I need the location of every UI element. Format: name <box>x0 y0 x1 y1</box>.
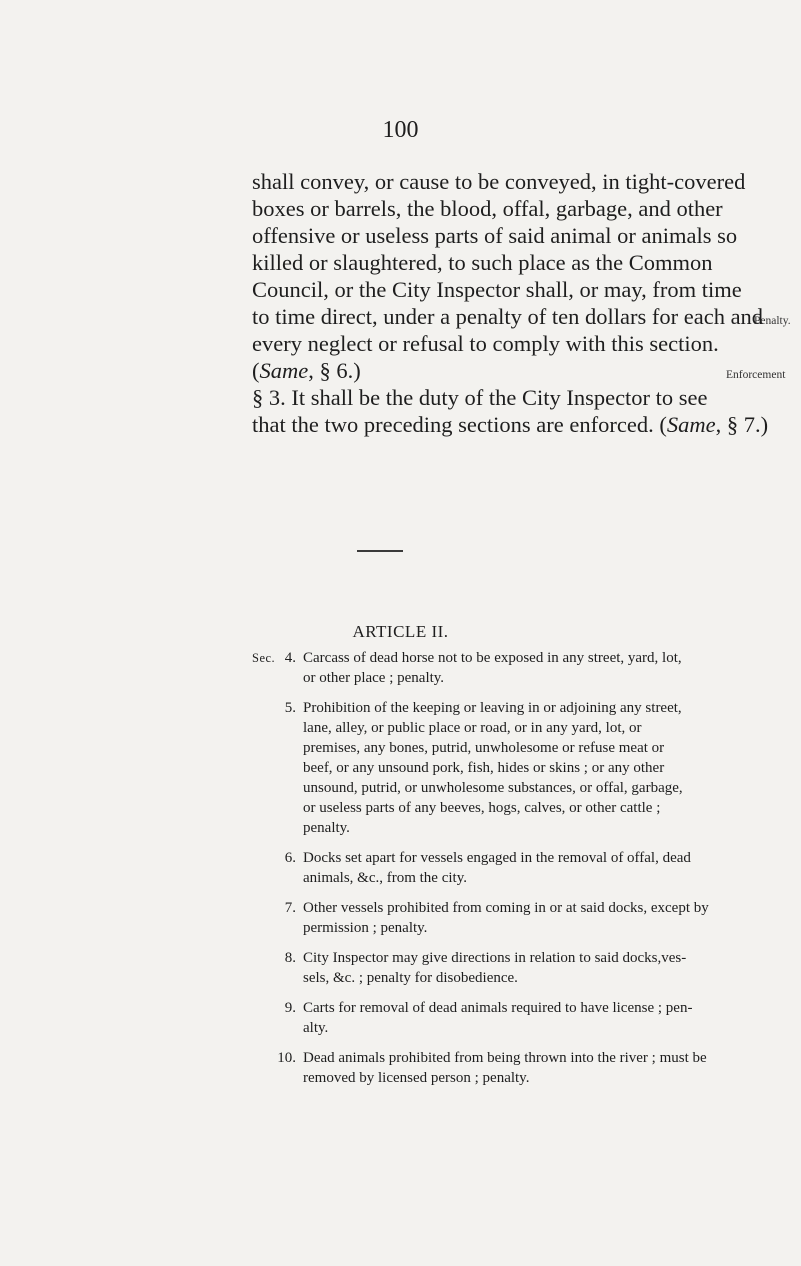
article-contents <box>252 648 709 1098</box>
entry-line: lane, alley, or public place or road, or in any yard, lot, or <box>303 720 642 736</box>
entry-line: alty. <box>303 1020 329 1036</box>
entry-number: 9. <box>284 1000 296 1016</box>
article-heading: ARTICLE II. <box>352 622 449 641</box>
entry-line: Dead animals prohibited from being thrown into the river ; must be <box>303 1050 707 1066</box>
entry-line: unsound, putrid, or unwholesome substances, or offal, garbage, <box>303 780 683 796</box>
body-line: every neglect or refusal to comply with this section. <box>252 331 719 356</box>
page-number: 100 <box>382 117 419 143</box>
margin-note-penalty: Penalty. <box>754 315 791 327</box>
contents-entry <box>252 698 683 838</box>
entry-line: Carcass of dead horse not to be exposed in any street, yard, lot, <box>303 650 682 666</box>
contents-entry <box>252 898 709 938</box>
entry-line: Carts for removal of dead animals required to have license ; pen- <box>303 1000 693 1016</box>
body-line: boxes or barrels, the blood, offal, garbage, and other <box>252 196 723 221</box>
entry-line: or other place ; penalty. <box>303 670 445 686</box>
sec-label: Sec. <box>252 651 276 665</box>
entry-line: Other vessels prohibited from coming in or at said docks, except by <box>303 900 709 916</box>
body-line: offensive or useless parts of said animal or animals so <box>252 223 738 248</box>
entry-number: 6. <box>284 850 296 866</box>
entry-number: 7. <box>284 900 296 916</box>
entry-line: City Inspector may give directions in relation to said docks,ves- <box>303 950 687 966</box>
body-text <box>252 168 768 438</box>
contents-entry <box>252 1048 707 1088</box>
entry-line: sels, &c. ; penalty for disobedience. <box>303 970 518 986</box>
contents-entry <box>252 998 693 1038</box>
body-line: killed or slaughtered, to such place as the Common <box>252 250 713 275</box>
entry-line: Prohibition of the keeping or leaving in or adjoining any street, <box>303 700 682 716</box>
body-line: Council, or the City Inspector shall, or may, from time <box>252 277 742 302</box>
entry-line: permission ; penalty. <box>303 920 428 936</box>
entry-number: 10. <box>277 1050 296 1066</box>
entry-line: removed by licensed person ; penalty. <box>303 1070 530 1086</box>
entry-line: Docks set apart for vessels engaged in the removal of offal, dead <box>303 850 691 866</box>
body-line: § 3. It shall be the duty of the City Inspector to see <box>252 385 708 410</box>
entry-line: animals, &c., from the city. <box>303 870 467 886</box>
entry-number: 8. <box>284 950 296 966</box>
entry-number: 4. <box>284 650 296 666</box>
contents-entry <box>252 948 687 988</box>
section-divider <box>357 550 403 552</box>
body-line: (Same, § 6.) <box>252 358 361 383</box>
entry-line: premises, any bones, putrid, unwholesome or refuse meat or <box>303 740 665 756</box>
entry-line: penalty. <box>303 820 350 836</box>
margin-note-enforcement: Enforcement <box>726 369 786 381</box>
entry-number: 5. <box>284 700 296 716</box>
entry-line: or useless parts of any beeves, hogs, calves, or other cattle ; <box>303 800 661 816</box>
body-line: that the two preceding sections are enforced. (Same, § 7.) <box>252 412 769 437</box>
entry-line: beef, or any unsound pork, fish, hides or skins ; or any other <box>303 760 665 776</box>
contents-entry <box>252 648 682 688</box>
contents-entry <box>252 848 691 888</box>
body-line: to time direct, under a penalty of ten dollars for each and <box>252 304 764 329</box>
body-line: shall convey, or cause to be conveyed, in tight-covered <box>252 169 746 194</box>
